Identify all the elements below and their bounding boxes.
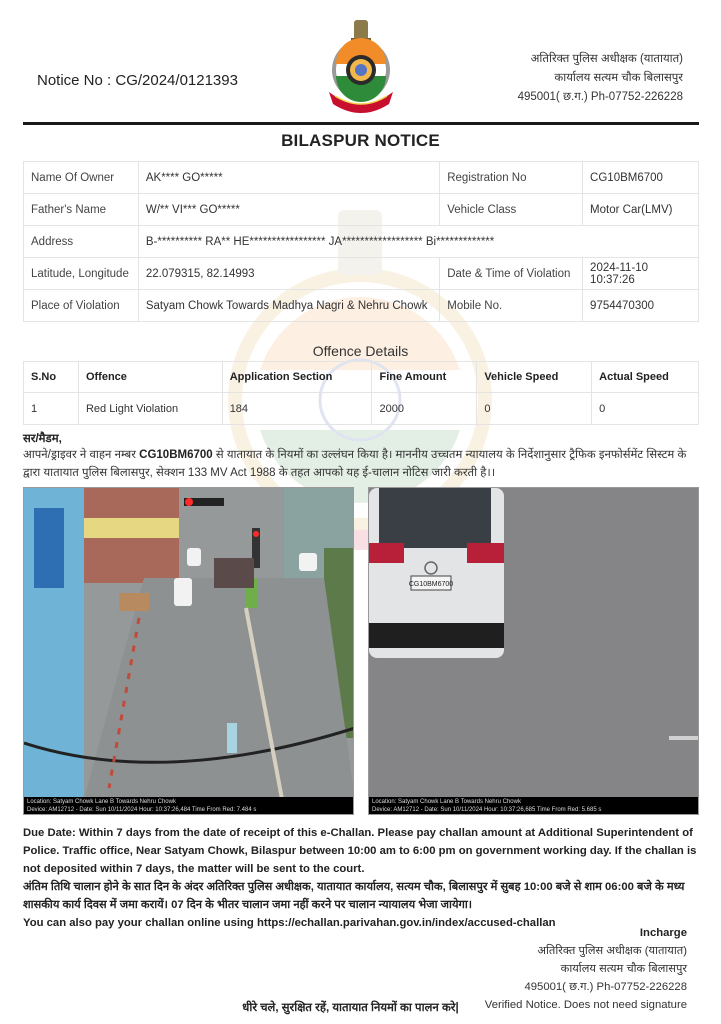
page-title: BILASPUR NOTICE xyxy=(281,131,440,150)
table-row xyxy=(24,162,699,194)
father-name-value: W/** VI*** GO***** xyxy=(138,194,439,226)
due-date-hindi: अंतिम तिथि चालान होने के सात दिन के अंदर अतिरिक्त पुलिस अधीक्षक, यातायात कार्यालय, सत्यम चौक, बिलासपुर में सुबह 10:00 बजे से शाम 06:00 बजे के मध्य शासकीय कार्य दिवस में जमा करायें। 07 दिन के भीतर चालान जमा नहीं करने पर चालान न्यायालय भेजा जायेगा। xyxy=(23,881,685,911)
svg-text:CG10BM6700: CG10BM6700 xyxy=(408,581,454,588)
online-payment-text: You can also pay your challan online using xyxy=(23,917,257,929)
table-row xyxy=(24,194,699,226)
photo-caption xyxy=(24,797,353,814)
col-sno: S.No xyxy=(24,362,79,393)
header-divider xyxy=(23,122,699,125)
vehicle-class-label: Vehicle Class xyxy=(440,194,583,226)
notice-number: Notice No : CG/2024/0121393 xyxy=(37,72,238,89)
caption-device: Device: AM12712 - Date: Sun 10/11/2024 Hour: 10:37:26,484 Time From Red: 7.484 s xyxy=(27,807,257,813)
place-value: Satyam Chowk Towards Madhya Nagri & Nehru Chowk xyxy=(138,290,439,322)
lat-long-label: Latitude, Longitude xyxy=(24,258,139,290)
body-suffix: से यातायात के नियमों का उल्लंघन किया है। माननीय उच्चतम न्यायालय के निर्देशानुसार ट्रैफिक इनफोर्समेंट सिस्टम के द्वारा यातायात पुलिस बिलासपुर, सेक्शन 133 MV Act 1988 के तहत आपको यह ई-चालान नोटिस जारी करती है।। xyxy=(23,449,687,479)
police-emblem-icon xyxy=(325,18,397,114)
table-row xyxy=(24,393,699,425)
col-actual-speed: Actual Speed xyxy=(592,362,699,393)
registration-value: CG10BM6700 xyxy=(583,162,699,194)
mobile-value: 9754470300 xyxy=(583,290,699,322)
offence-table xyxy=(23,361,699,425)
cell-fine: 2000 xyxy=(372,393,477,425)
offence-details-title: Offence Details xyxy=(312,343,409,359)
owner-name-value: AK**** GO***** xyxy=(138,162,439,194)
lat-long-value: 22.079315, 82.14993 xyxy=(138,258,439,290)
notice-header xyxy=(23,0,699,124)
office-line-1: अतिरिक्त पुलिस अधीक्षक (यातायात) xyxy=(530,53,683,65)
address-value: B-********** RA** HE***************** JA****************** Bi************* xyxy=(138,226,698,258)
place-label: Place of Violation xyxy=(24,290,139,322)
table-row xyxy=(24,258,699,290)
incharge-line-1: अतिरिक्त पुलिस अधीक्षक (यातायात) xyxy=(537,945,687,957)
father-name-label: Father's Name xyxy=(24,194,139,226)
evidence-photo-number-plate xyxy=(368,487,699,815)
caption-location: Location: Satyam Chowk Lane B Towards Nehru Chowk xyxy=(27,799,176,805)
col-section: Application Section xyxy=(222,362,372,393)
cell-offence: Red Light Violation xyxy=(78,393,222,425)
table-row xyxy=(24,290,699,322)
incharge-line-2: कार्यालय सत्यम चौक बिलासपुर xyxy=(560,963,687,975)
owner-name-label: Name Of Owner xyxy=(24,162,139,194)
photo-caption xyxy=(369,797,698,814)
office-address xyxy=(518,50,683,107)
online-payment-link[interactable]: https://echallan.parivahan.gov.in/index/accused-challan xyxy=(256,917,556,929)
verified-note: Verified Notice. Does not need signature xyxy=(484,999,687,1011)
footer-slogan: धीरे चले, सुरक्षित रहें, यातायात नियमों का पालन करे| xyxy=(242,1002,459,1014)
notice-body xyxy=(23,446,703,482)
caption-location: Location: Satyam Chowk Lane B Towards Nehru Chowk xyxy=(372,799,521,805)
cell-vehicle-speed: 0 xyxy=(477,393,592,425)
col-offence: Offence xyxy=(78,362,222,393)
cell-actual-speed: 0 xyxy=(592,393,699,425)
address-label: Address xyxy=(24,226,139,258)
cell-sno: 1 xyxy=(24,393,79,425)
cell-section: 184 xyxy=(222,393,372,425)
evidence-photo-intersection xyxy=(23,487,354,815)
registration-label: Registration No xyxy=(440,162,583,194)
col-vehicle-speed: Vehicle Speed xyxy=(477,362,592,393)
mobile-label: Mobile No. xyxy=(440,290,583,322)
vehicle-class-value: Motor Car(LMV) xyxy=(583,194,699,226)
office-line-3: 495001( छ.ग.) Ph-07752-226228 xyxy=(517,91,683,103)
table-header-row xyxy=(24,362,699,393)
incharge-line-3: 495001( छ.ग.) Ph-07752-226228 xyxy=(524,981,687,993)
incharge-title: Incharge xyxy=(639,927,687,939)
owner-details-table xyxy=(23,161,699,322)
intersection-scene xyxy=(24,488,354,799)
violation-datetime-label: Date & Time of Violation xyxy=(440,258,583,290)
vehicle-rear-scene xyxy=(369,488,699,799)
salutation: सर/मैडम, xyxy=(23,433,62,445)
vehicle-number: CG10BM6700 xyxy=(139,449,213,461)
body-prefix: आपने/ड्राइवर ने वाहन नम्बर xyxy=(23,449,140,461)
table-row xyxy=(24,226,699,258)
office-line-2: कार्यालय सत्यम चौक बिलासपुर xyxy=(554,72,683,84)
violation-datetime-value: 2024-11-10 10:37:26 xyxy=(583,258,699,290)
caption-device: Device: AM12712 - Date: Sun 10/11/2024 Hour: 10:37:26,685 Time From Red: 5.685 s xyxy=(372,807,602,813)
col-fine: Fine Amount xyxy=(372,362,477,393)
due-date-section xyxy=(23,824,703,932)
due-date-english: Due Date: Within 7 days from the date of receipt of this e-Challan. Please pay challan amount at Additional Superintendent of Police. Traffic office, Near Satyam Chowk, Bilaspur between 10:00 am to 6:00 pm on government working day. If the challan is not deposited within 7 days, the matter will be sent to the court. xyxy=(23,827,697,875)
